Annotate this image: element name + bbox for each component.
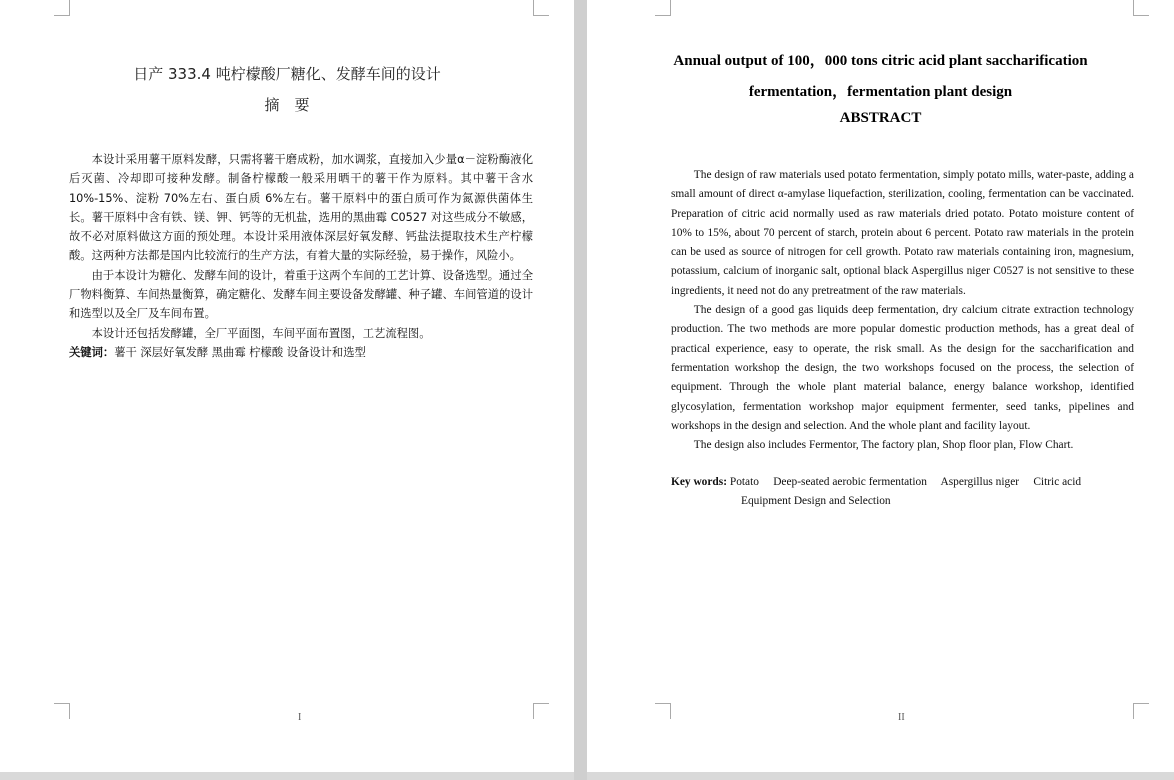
- abstract-heading-english: ABSTRACT: [839, 110, 922, 126]
- abstract-paragraph-3: 本设计还包括发酵罐，全厂平面图，车间平面布置图，工艺流程图。: [91, 326, 431, 340]
- document-page-2: [587, 0, 1174, 772]
- english-keywords-text-1: Potato Deep-seated aerobic fermentation Aspergillus niger Citric acid: [729, 476, 1082, 488]
- abstract-paragraph-2: 由于本设计为糖化、发酵车间的设计，着重于这两个车间的工艺计算、设备选型。通过全厂物料衡算、车间热量衡算，确定糖化、发酵车间主要设备发酵罐、种子罐、车间管道的设计和选型以及全厂及车间布置。: [69, 268, 533, 321]
- abstract-heading: 摘 要: [264, 96, 310, 114]
- page-number: I: [298, 712, 302, 723]
- margin-mark-top-right: [1133, 0, 1149, 16]
- english-title-line-2: fermentation，fermentation plant design: [748, 84, 1013, 100]
- english-keywords-label: Key words:: [671, 476, 727, 488]
- english-paragraph-3: The design also includes Fermentor, The factory plan, Shop floor plan, Flow Chart.: [693, 439, 1074, 452]
- abstract-body: [69, 150, 533, 362]
- english-abstract-body: [671, 166, 1134, 455]
- margin-mark-bottom-right: [1133, 703, 1149, 719]
- english-keywords: [671, 473, 1134, 512]
- margin-mark-bottom-left: [655, 703, 671, 719]
- page-gutter: [574, 0, 587, 780]
- document-page-1: [0, 0, 574, 772]
- page-number: II: [898, 712, 905, 723]
- english-paragraph-1: The design of raw materials used potato fermentation, simply potato mills, water-paste, adding a small amount of direct α-amylase liquefaction, sterilization, cooling, fermentation can be vaccinated. Preparation of citric acid normally used as raw materials dried potato. Potato moisture content of 10% to 15%, about 70 percent of starch, protein about 6 percent. Potato raw materials in the protein can be used as source of nitrogen for cell growth. Potato raw materials containing iron, magnesium, potassium, calcium of inorganic salt, optional black Aspergillus niger C0527 is not sensitive to these ingredients, it need not do any pretreatment of the raw materials.: [671, 169, 1134, 297]
- margin-mark-bottom-left: [54, 703, 70, 719]
- margin-mark-bottom-right: [533, 703, 549, 719]
- margin-mark-top-left: [655, 0, 671, 16]
- english-paragraph-2: The design of a good gas liquids deep fermentation, dry calcium citrate extraction technology production. The two methods are more popular domestic production methods, has a great deal of practical experience, easy to operate, the risk small. As the design for the saccharification and fermentation workshop the design, the two workshops focused on the process, the selection of equipment. Through the whole plant material balance, energy balance workshop, identified glycosylation, fermentation workshop major equipment fermenter, seed tanks, pipelines and workshops in the design and selection. And the whole plant and facility layout.: [671, 304, 1134, 432]
- keywords-line: [69, 343, 533, 362]
- margin-mark-top-right: [533, 0, 549, 16]
- abstract-paragraph-1: 本设计采用薯干原料发酵，只需将薯干磨成粉，加水调浆，直接加入少量α－淀粉酶液化后灭菌、冷却即可接种发酵。制备柠檬酸一般采用晒干的薯干作为原料。其中薯干含水 10%-15%、淀粉 70%左右、蛋白质 6%左右。薯干原料中的蛋白质可作为氮源供菌体生长。薯干原料中含有铁、镁、钾、钙等的无机盐，选用的黑曲霉 C0527 对这些成分不敏感，故不必对原料做这方面的预处理。本设计采用液体深层好氧发酵、钙盐法提取技术生产柠檬酸。这两种方法都是国内比较流行的生产方法，有着大量的实际经验，易于操作，风险小。: [69, 153, 533, 263]
- margin-mark-top-left: [54, 0, 70, 16]
- page-title: 日产 333.4 吨柠檬酸厂糖化、发酵车间的设计: [133, 65, 441, 83]
- english-title-line-1: Annual output of 100，000 tons citric acid plant saccharification: [673, 53, 1088, 69]
- english-keywords-line-1: [671, 473, 1134, 492]
- keywords-text: 薯干 深层好氧发酵 黑曲霉 柠檬酸 设备设计和选型: [114, 345, 366, 359]
- english-keywords-line-2: Equipment Design and Selection: [741, 495, 891, 508]
- keywords-label: 关键词：: [69, 345, 115, 359]
